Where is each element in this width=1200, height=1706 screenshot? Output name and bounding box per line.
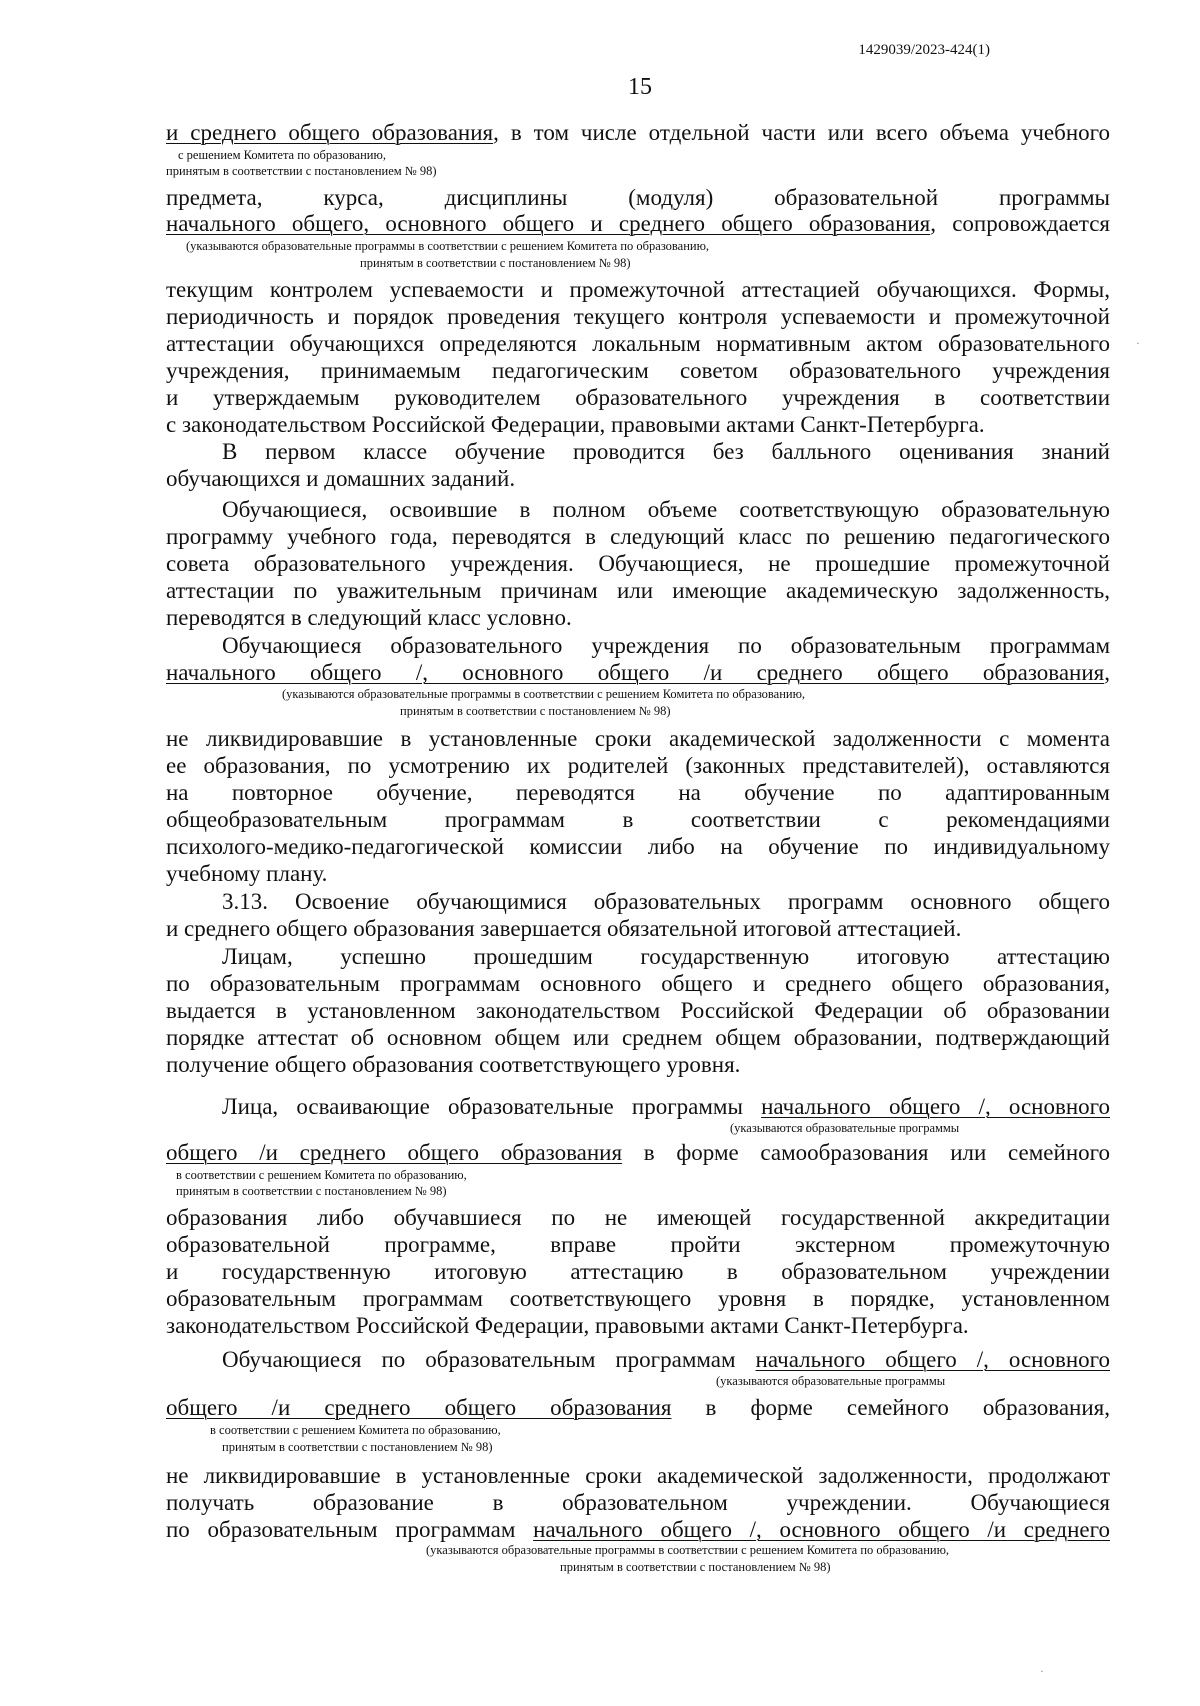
text-line: выдается в установленном законодательством Российской Федерации об образовании	[166, 998, 1110, 1023]
text-line: Обучающиеся, освоившие в полном объеме соответствующую образовательную	[222, 497, 1110, 522]
text-line: порядке аттестат об основном общем или среднем общем образовании, подтверждающий	[166, 1025, 1110, 1050]
text-line: не ликвидировавшие в установленные сроки академической задолженности с момента	[166, 726, 1110, 751]
footnote-text: (указываются образовательные программы в соответствии с решением Комитета по образованию,	[426, 1543, 950, 1557]
footnote-text: принятым в соответствии с постановлением № 98)	[360, 256, 631, 270]
text-line: общего /и среднего общего образования в форме самообразования или семейного	[166, 1140, 1110, 1165]
text-line: на повторное обучение, переводятся на обучение по адаптированным	[166, 780, 1110, 805]
footnote-text: (указываются образовательные программы в соответствии с решением Комитета по образованию,	[282, 687, 806, 701]
text-line: Обучающиеся образовательного учреждения по образовательным программам	[222, 633, 1110, 658]
text-line: учреждения, принимаемым педагогическим советом образовательного учреждения	[166, 358, 1110, 383]
text-line: общеобразовательным программам в соответствии с рекомендациями	[166, 807, 1110, 832]
document-number: 1429039/2023-424(1)	[858, 42, 990, 58]
text-line: предмета, курса, дисциплины (модуля) образовательной программы	[166, 185, 1110, 210]
text-line: получать образование в образовательном учреждении. Обучающиеся	[166, 1490, 1110, 1515]
text-line: учебному плану.	[166, 861, 328, 886]
footnote-text: (указываются образовательные программы	[730, 1121, 960, 1135]
text-line: и среднего общего образования, в том числе отдельной части или всего объема учебного	[166, 120, 1110, 145]
text-line: получение общего образования соответствующего уровня.	[166, 1052, 741, 1077]
footnote-text: принятым в соответствии с постановлением № 98)	[222, 1440, 493, 1454]
text-line: образовательным программам соответствующего уровня в порядке, установленном	[166, 1286, 1110, 1311]
text-line: по образовательным программам начального общего /, основного общего /и среднего	[166, 1517, 1110, 1542]
footnote-text: (указываются образовательные программы	[716, 1374, 946, 1388]
text-line: общего /и среднего общего образования в форме семейного образования,	[166, 1395, 1110, 1420]
text-line: Обучающиеся по образовательным программам начального общего /, основного	[222, 1347, 1110, 1372]
footnote-text: в соответствии с решением Комитета по образованию,	[210, 1423, 501, 1437]
text-line: и среднего общего образования завершается обязательной итоговой аттестацией.	[166, 916, 962, 941]
text-line: и государственную итоговую аттестацию в образовательном учреждении	[166, 1259, 1110, 1284]
text-line: В первом классе обучение проводится без балльного оценивания знаний	[222, 439, 1110, 464]
text-line: программу учебного года, переводятся в следующий класс по решению педагогического	[166, 524, 1110, 549]
text-line: переводятся в следующий класс условно.	[166, 605, 572, 630]
footnote-text: принятым в соответствии с постановлением № 98)	[400, 704, 671, 718]
text-line: образовательной программе, вправе пройти экстерном промежуточную	[166, 1232, 1110, 1257]
text-line: законодательством Российской Федерации, правовыми актами Санкт-Петербурга.	[166, 1313, 969, 1338]
text-line: аттестации обучающихся определяются локальным нормативным актом образовательного	[166, 331, 1110, 356]
footnote-text: (указываются образовательные программы в соответствии с решением Комитета по образованию,	[186, 239, 710, 253]
text-line: аттестации по уважительным причинам или имеющие академическую задолженность,	[166, 578, 1110, 603]
footnote-text: с решением Комитета по образованию,	[178, 148, 386, 162]
scan-speck: ·	[1136, 336, 1140, 350]
text-line: ее образования, по усмотрению их родителей (законных представителей), оставляются	[166, 753, 1110, 778]
text-line: начального общего /, основного общего /и среднего общего образования,	[166, 660, 1110, 685]
text-line: обучающихся и домашних заданий.	[166, 466, 516, 491]
scan-speck: ·	[1040, 1664, 1044, 1678]
text-line: периодичность и порядок проведения текущего контроля успеваемости и промежуточной	[166, 304, 1110, 329]
text-line: не ликвидировавшие в установленные сроки академической задолженности, продолжают	[166, 1463, 1110, 1488]
footnote-text: в соответствии с решением Комитета по образованию,	[176, 1168, 467, 1182]
text-line: образования либо обучавшиеся по не имеющей государственной аккредитации	[166, 1205, 1110, 1230]
text-line: совета образовательного учреждения. Обучающиеся, не прошедшие промежуточной	[166, 551, 1110, 576]
text-line: с законодательством Российской Федерации, правовыми актами Санкт-Петербурга.	[166, 412, 985, 437]
footnote-text: принятым в соответствии с постановлением № 98)	[166, 164, 437, 178]
text-line: Лицам, успешно прошедшим государственную итоговую аттестацию	[222, 944, 1110, 969]
page-number: 15	[628, 74, 652, 100]
footnote-text: принятым в соответствии с постановлением № 98)	[560, 1560, 831, 1574]
text-line: и утверждаемым руководителем образовательного учреждения в соответствии	[166, 385, 1110, 410]
text-line: 3.13. Освоение обучающимися образовательных программ основного общего	[222, 889, 1110, 914]
text-line: начального общего, основного общего и среднего общего образования, сопровождается	[166, 211, 1110, 236]
footnote-text: принятым в соответствии с постановлением № 98)	[176, 1184, 447, 1198]
text-line: Лица, осваивающие образовательные программы начального общего /, основного	[222, 1094, 1110, 1119]
text-line: по образовательным программам основного общего и среднего общего образования,	[166, 971, 1110, 996]
text-line: психолого-медико-педагогической комиссии либо на обучение по индивидуальному	[166, 834, 1110, 859]
text-line: текущим контролем успеваемости и промежуточной аттестацией обучающихся. Формы,	[166, 277, 1110, 302]
